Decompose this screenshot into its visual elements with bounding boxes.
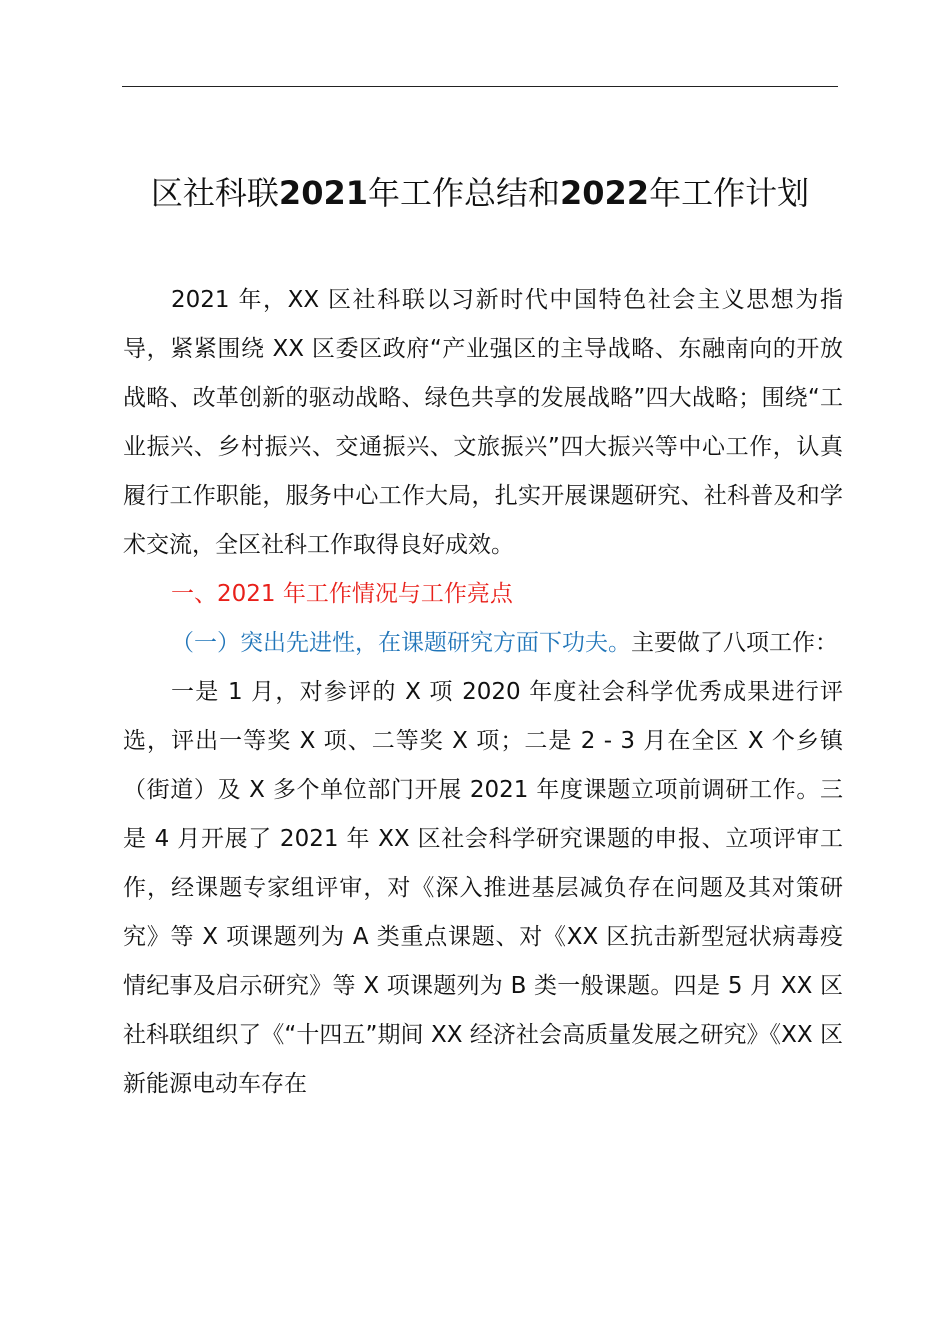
document-body [123,276,843,1109]
title-part-1: 区社科联 [150,174,279,213]
section-heading-1: 一、2021 年工作情况与工作亮点 [171,581,513,607]
subsection-paragraph-1 [123,619,843,668]
header-rule [122,86,838,87]
document-title [100,169,860,217]
subsection-heading-1: （一）突出先进性，在课题研究方面下功夫。 [171,630,631,656]
title-part-2: 年工作总结和 [367,174,560,213]
subsection-lead-1: 主要做了八项工作： [631,630,838,656]
intro-paragraph: 2021 年，XX 区社科联以习新时代中国特色社会主义思想为指导，紧紧围绕 XX 区委区政府“产业强区的主导战略、东融南向的开放战略、改革创新的驱动战略、绿色共享的发展战略”四大战略；围绕“工业振兴、乡村振兴、交通振兴、文旅振兴”四大振兴等中心工作，认真履行工作职能，服务中心工作大局，扎实开展课题研究、社科普及和学术交流，全区社科工作取得良好成效。 [123,287,843,558]
title-year-2021: 2021 [278,174,368,213]
title-part-3: 年工作计划 [649,174,810,213]
work-items-paragraph: 一是 1 月，对参评的 X 项 2020 年度社会科学优秀成果进行评选，评出一等奖 X 项、二等奖 X 项；二是 2 - 3 月在全区 X 个乡镇（街道）及 X 多个单位部门开展 2021 年度课题立项前调研工作。三是 4 月开展了 2021 年 XX 区社会科学研究课题的申报、立项评审工作，经课题专家组评审，对《深入推进基层减负存在问题及其对策研究》等 X 项课题列为 A 类重点课题、对《XX 区抗击新型冠状病毒疫情纪事及启示研究》等 X 项课题列为 B 类一般课题。四是 5 月 XX 区社科联组织了《“十四五”期间 XX 经济社会高质量发展之研究》《XX 区新能源电动车存在 [123,679,843,1097]
title-year-2022: 2022 [560,174,650,213]
